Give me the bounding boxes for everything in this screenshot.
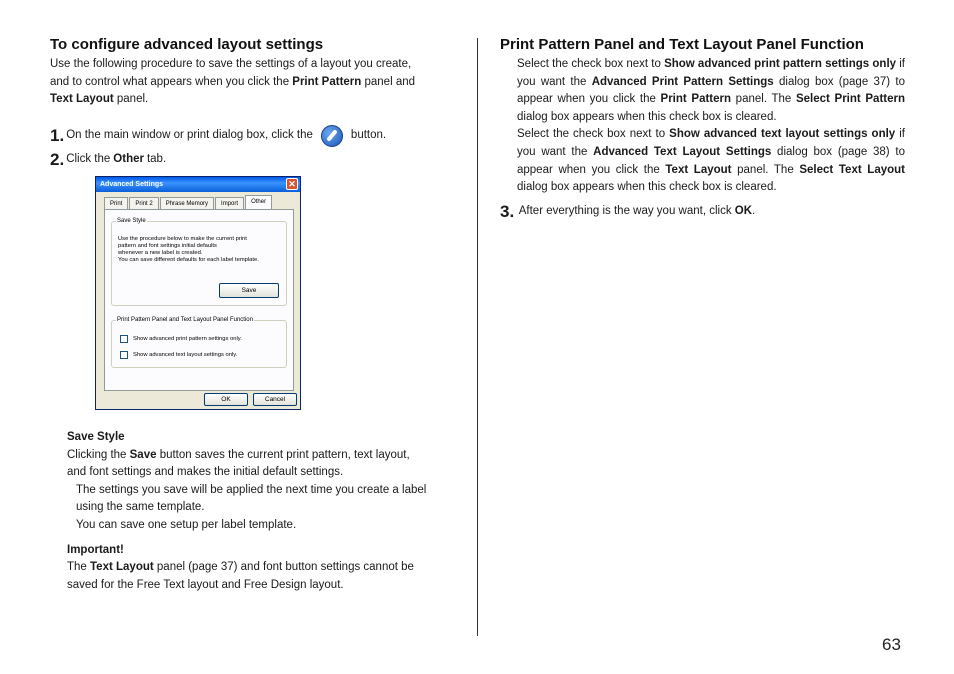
save-style-note-1: The settings you save will be applied the next time you create a label [76,483,427,496]
page-number: 63 [882,635,901,654]
group-label: Save Style [117,218,146,224]
ok-button[interactable]: OK [204,393,248,406]
save-style-group [111,218,287,306]
intro-line-2: and to control what appears when you click the Print Pattern panel and [50,75,416,88]
tab-import[interactable]: Import [215,197,244,210]
important-heading: Important! [67,543,124,556]
save-button[interactable]: Save [219,283,279,298]
cancel-button[interactable]: Cancel [253,393,297,406]
left-column [50,36,456,168]
tab-print-2[interactable]: Print 2 [129,197,158,210]
tab-print[interactable]: Print [104,197,128,210]
right-column [500,36,905,220]
save-style-line-2: and font settings and makes the initial default settings. [67,466,344,479]
save-style-note-3: You can save one setup per label template. [76,518,297,531]
step-3: 3. After everything is the way you want, click OK . [500,201,756,221]
step-number: 3. [500,201,515,221]
important-line-1: The Text Layout panel (page 37) and font button settings cannot be [67,561,414,574]
checkbox-icon[interactable] [120,351,128,359]
group-label: Print Pattern Panel and Text Layout Panel Function [117,317,253,323]
text-layout-checkbox[interactable]: Show advanced text layout settings only. [120,351,237,359]
save-style-note-2: using the same template. [76,501,205,514]
panel-function-group [111,317,287,368]
step-number: 2. [50,149,65,169]
section-heading: Print Pattern Panel and Text Layout Panel Function [500,36,864,53]
tab-other[interactable]: Other [245,195,272,210]
print-pattern-paragraph: Select the check box next to Show advanced print pattern settings only if you want the Advanced Print Pattern Settings dialog box (page 37) to appear when you click the Print Pattern panel. The Select Print Pattern dialog box appears when this check box is cleared. [517,58,906,123]
step-number: 1. [50,126,65,146]
tab-panel [104,209,294,391]
settings-tool-icon [321,125,343,147]
intro-line-3: Text Layout panel. [50,93,149,106]
dialog-title-bar: Advanced Settings ✕ [96,177,300,192]
close-icon[interactable]: ✕ [286,178,298,190]
important-line-2: saved for the Free Text layout and Free Design layout. [67,578,344,591]
save-style-heading: Save Style [67,431,125,443]
intro-line-1: Use the following procedure to save the settings of a layout you create, [50,58,412,70]
text-layout-paragraph: Select the check box next to Show advanced text layout settings only if you want the Advanced Text Layout Settings dialog box (page 38) to appear when you click the Text Layout panel. The Select Text Layout dialog box appears when this check box is cleared. [517,128,906,194]
print-pattern-checkbox[interactable]: Show advanced print pattern settings only. [120,335,242,343]
advanced-settings-dialog [95,176,301,410]
tab-phrase-memory[interactable]: Phrase Memory [160,197,214,210]
checkbox-icon[interactable] [120,335,128,343]
save-style-line-1: Clicking the Save button saves the current print pattern, text layout, [67,448,410,461]
save-style-description: Use the procedure below to make the current print pattern and font settings initial defaults whenever a new label is created. You can save different defaults for each label template. [118,236,259,263]
step-2: 2. Click the Other tab. [50,149,167,169]
save-style-section [67,429,453,594]
section-heading: To configure advanced layout settings [50,36,324,53]
step-1: 1. On the main window or print dialog box, click the button. [50,126,387,146]
intro-paragraph [50,56,456,109]
column-divider [477,38,478,636]
